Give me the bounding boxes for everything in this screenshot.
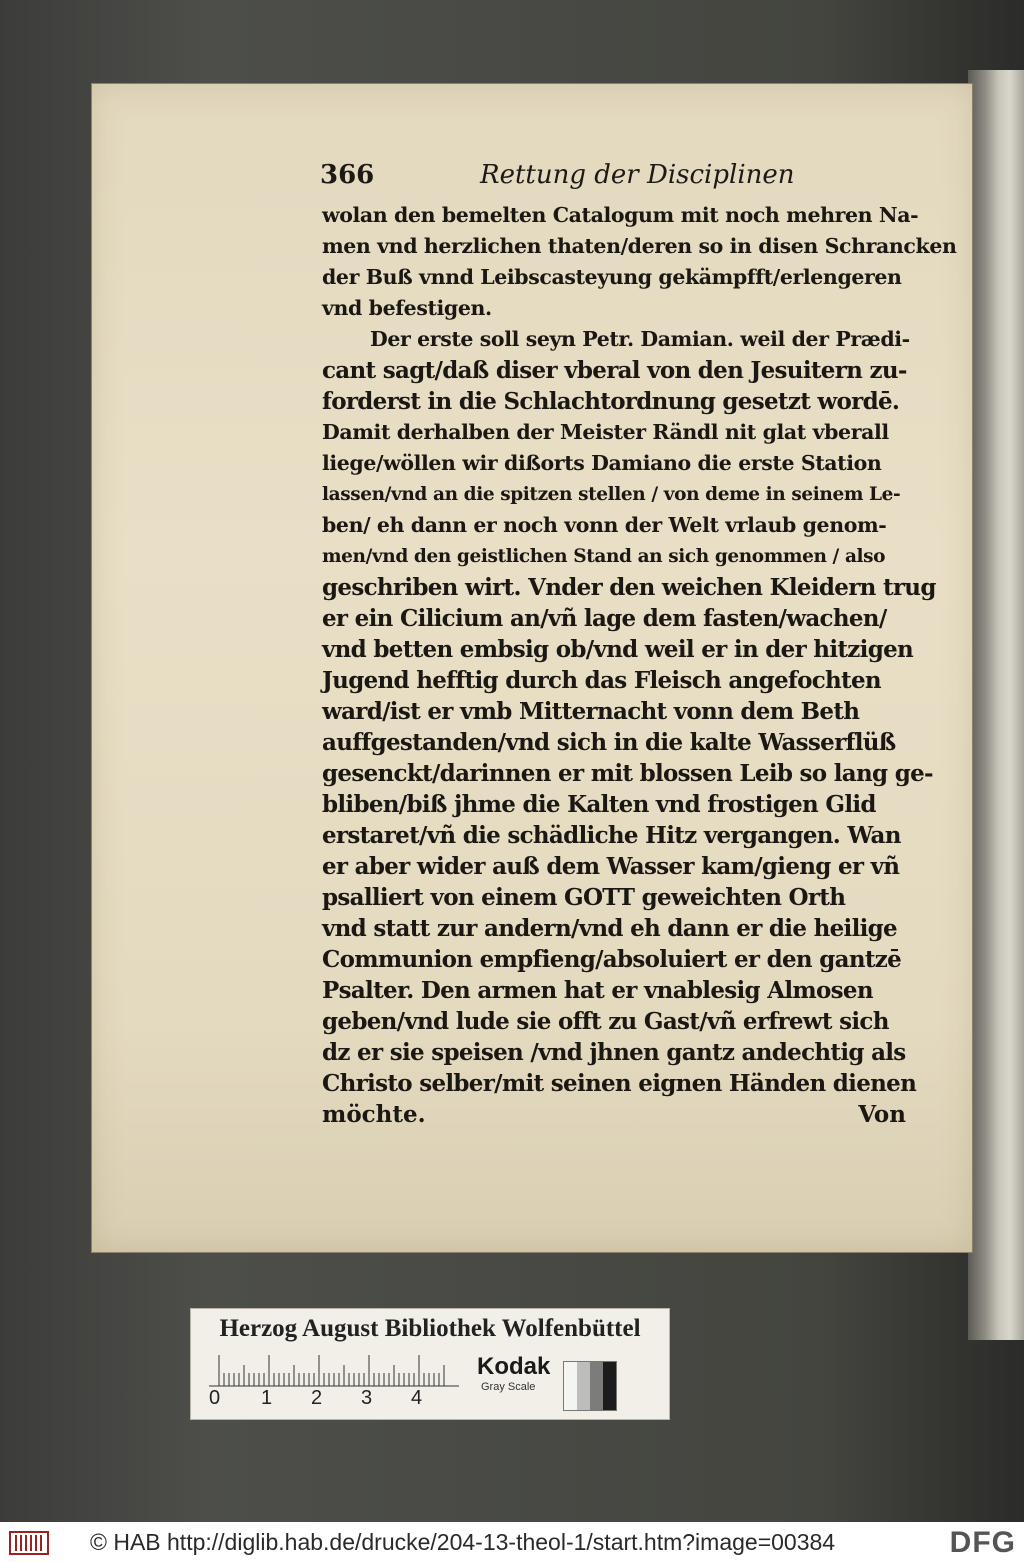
text-line: men vnd herzlichen thaten/deren so in disen Schrancken	[322, 234, 957, 258]
gray-scale-label: Gray Scale	[481, 1381, 536, 1393]
text-line: dz er sie speisen /vnd jhnen gantz andechtig als	[322, 1039, 906, 1066]
text-line: ward/ist er vmb Mitternacht vonn dem Beth	[322, 698, 860, 725]
text-line: geschriben wirt. Vnder den weichen Kleidern trug	[322, 574, 936, 601]
dfg-logo: DFG	[949, 1526, 1016, 1559]
final-line-row	[322, 1099, 906, 1130]
copyright-link[interactable]: © HAB http://diglib.hab.de/drucke/204-13-theol-1/start.htm?image=00384	[90, 1529, 836, 1555]
text-line: Communion empfieng/absoluiert er den gantzē	[322, 946, 902, 973]
text-line: ben/ eh dann er noch vonn der Welt vrlaub genom-	[322, 513, 887, 537]
text-line: auffgestanden/vnd sich in die kalte Wasserflüß	[322, 729, 896, 756]
kodak-brand: Kodak	[477, 1353, 551, 1380]
text-line: er aber wider auß dem Wasser kam/gieng er vñ	[322, 853, 900, 880]
page-number: 366	[320, 160, 375, 190]
text-line: liege/wöllen wir dißorts Damiano die erste Station	[322, 451, 882, 475]
text-line: vnd befestigen.	[322, 296, 492, 320]
text-line: forderst in die Schlachtordnung gesetzt wordē.	[322, 388, 900, 415]
text-line: psalliert von einem GOTT geweichten Orth	[322, 884, 846, 911]
text-line: erstaret/vñ die schädliche Hitz vergangen. Wan	[322, 822, 901, 849]
text-line: Damit derhalben der Meister Rändl nit glat vberall	[322, 420, 889, 444]
text-line: men/vnd den geistlichen Stand an sich genommen / also	[322, 546, 886, 567]
catchword: Von	[858, 1101, 906, 1128]
text-line: vnd statt zur andern/vnd eh dann er die heilige	[322, 915, 897, 942]
text-line: wolan den bemelten Catalogum mit noch mehren Na-	[322, 203, 919, 227]
ruler-number: 2	[311, 1387, 323, 1409]
book-binding-edge	[968, 70, 1024, 1340]
library-name: Herzog August Bibliothek Wolfenbüttel	[219, 1315, 641, 1342]
library-color-chart	[190, 1308, 670, 1420]
text-line: Psalter. Den armen hat er vnablesig Almosen	[322, 977, 873, 1004]
ruler-number: 1	[261, 1387, 273, 1409]
scale-ruler	[209, 1351, 459, 1387]
ruler-number: 0	[209, 1387, 221, 1409]
viewer-footer	[0, 1522, 1024, 1562]
ruler-number: 3	[361, 1387, 373, 1409]
gray-scale-swatch	[563, 1361, 617, 1411]
hab-logo-icon	[8, 1530, 50, 1556]
text-line: gesenckt/darinnen er mit blossen Leib so lang ge-	[322, 760, 933, 787]
running-title: Rettung der Disciplinen	[480, 160, 795, 190]
last-line: möchte.	[322, 1101, 426, 1128]
text-line: lassen/vnd an die spitzen stellen / von deme in seinem Le-	[322, 484, 901, 505]
text-line: Christo selber/mit seinen eignen Händen dienen	[322, 1070, 917, 1097]
text-line: geben/vnd lude sie offt zu Gast/vñ erfrewt sich	[322, 1008, 889, 1035]
text-line: der Buß vnnd Leibscasteyung gekämpfft/erlengeren	[322, 265, 902, 289]
text-line: Der erste soll seyn Petr. Damian. weil der Prædi-	[370, 327, 910, 351]
text-line: Jugend hefftig durch das Fleisch angefochten	[322, 667, 881, 694]
page-text	[322, 200, 957, 1130]
text-line: vnd betten embsig ob/vnd weil er in der hitzigen	[322, 636, 914, 663]
page-header	[320, 160, 940, 196]
ruler-numbers	[205, 1387, 465, 1415]
ruler-number: 4	[411, 1387, 423, 1409]
text-line: er ein Cilicium an/vñ lage dem fasten/wachen/	[322, 605, 887, 632]
text-line: bliben/biß jhme die Kalten vnd frostigen Glid	[322, 791, 876, 818]
text-line: cant sagt/daß diser vberal von den Jesuitern zu-	[322, 357, 907, 384]
